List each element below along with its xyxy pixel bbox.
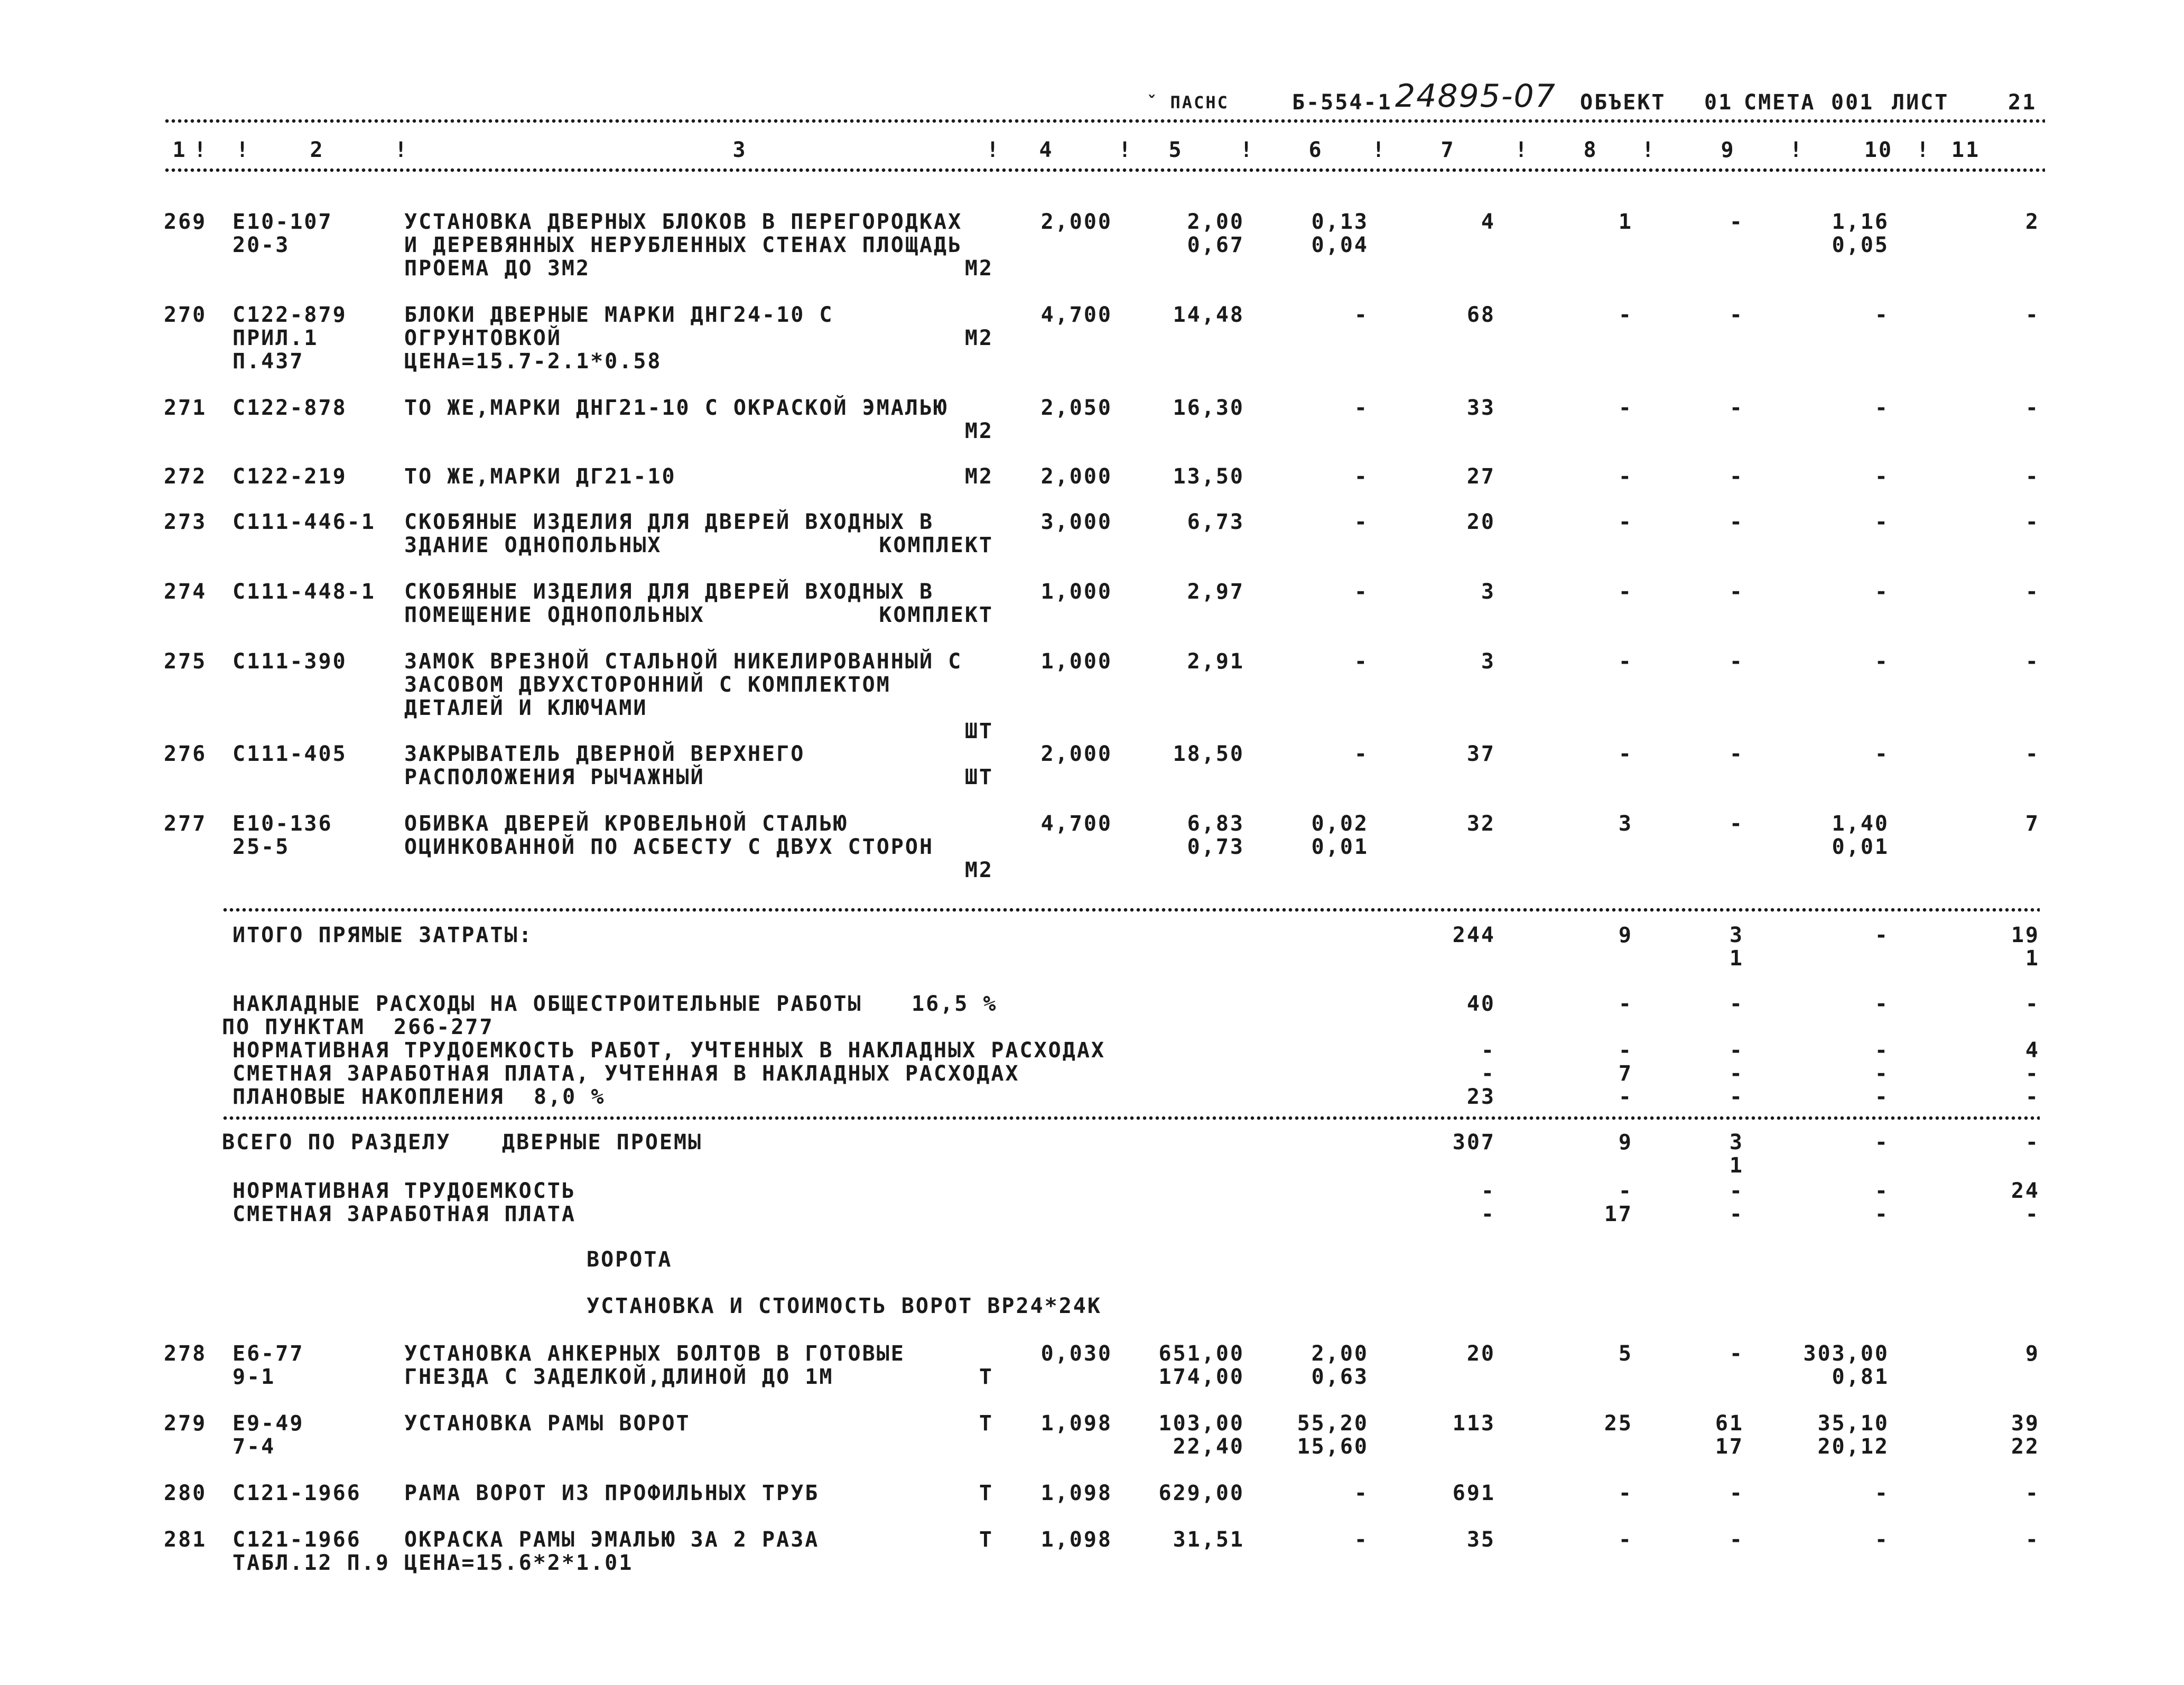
column-header-6: 6 (1308, 138, 1323, 162)
row-code: Е10-107 (233, 210, 333, 234)
row-unit: М2 (964, 326, 993, 350)
row-number: 281 (164, 1528, 207, 1552)
cell-col6: - (1354, 580, 1369, 604)
header-handwritten-number: 24895-07 (1395, 78, 1556, 115)
row-unit: Т (979, 1411, 993, 1436)
cell-col6: - (1354, 742, 1369, 766)
cell-col7: 33 (1466, 396, 1495, 420)
section-subtitle: УСТАНОВКА И СТОИМОСТЬ ВОРОТ ВР24*24К (587, 1294, 1102, 1318)
row-description: ЦЕНА=15.7-2.1*0.58 (404, 349, 662, 374)
norm-labor-overhead-col10: - (1874, 1038, 1889, 1063)
section-total-col8: 9 (1618, 1130, 1633, 1155)
cell-col11: 39 (2011, 1411, 2040, 1436)
cell-col4: 1,000 (1040, 580, 1112, 604)
row-unit: ШТ (964, 765, 993, 789)
row-description: ПРОЕМА ДО 3М2 (404, 256, 591, 281)
row-number: 273 (164, 510, 207, 534)
header-object-number: 01 (1704, 90, 1733, 115)
row-description: СКОБЯНЫЕ ИЗДЕЛИЯ ДЛЯ ДВЕРЕЙ ВХОДНЫХ В (404, 580, 934, 604)
row-number: 271 (164, 396, 207, 420)
row-code: С111-405 (233, 742, 347, 766)
row-description: СКОБЯНЫЕ ИЗДЕЛИЯ ДЛЯ ДВЕРЕЙ ВХОДНЫХ В (404, 510, 934, 534)
section-total-col7: 307 (1452, 1130, 1495, 1155)
direct-costs-col9: 3 (1729, 923, 1744, 947)
cell-col10: - (1874, 742, 1889, 766)
row-unit: Т (979, 1365, 993, 1389)
overhead-col8: - (1618, 992, 1633, 1016)
planned-savings-col8: - (1618, 1085, 1633, 1109)
section-total-label: ВСЕГО ПО РАЗДЕЛУ (222, 1130, 451, 1155)
row-code: 20-3 (233, 233, 290, 257)
section-total-col9: 3 (1729, 1130, 1744, 1155)
cell-col4: 1,098 (1040, 1411, 1112, 1436)
cell-col5: 6,83 (1187, 812, 1244, 836)
section-title: ВОРОТА (587, 1248, 673, 1272)
cell-col8: - (1618, 580, 1633, 604)
cell-col8: - (1618, 396, 1633, 420)
cell-col7: 4 (1481, 210, 1495, 234)
row-unit: КОМПЛЕКТ (879, 603, 993, 627)
planned-savings-col9: - (1729, 1085, 1744, 1109)
cell-col9: - (1729, 210, 1744, 234)
cell-col9: - (1729, 812, 1744, 836)
cell-col10: 303,00 (1803, 1342, 1889, 1366)
overhead-col11: - (2025, 992, 2040, 1016)
cell-col9: - (1729, 1481, 1744, 1505)
separator-line (164, 168, 2045, 172)
wage-col8: 17 (1604, 1202, 1633, 1226)
row-description: ОКРАСКА РАМЫ ЭМАЛЬЮ ЗА 2 РАЗА (404, 1528, 820, 1552)
wage-overhead-col9: - (1729, 1062, 1744, 1086)
cell-col7: 20 (1466, 1342, 1495, 1366)
row-unit: М2 (964, 464, 993, 489)
cell-col10: - (1874, 303, 1889, 327)
overhead-col7: 40 (1466, 992, 1495, 1016)
row-description: ЗДАНИЕ ОДНОПОЛЬНЫХ (404, 533, 662, 557)
row-description: ОГРУНТОВКОЙ (404, 326, 562, 350)
column-header-3: 3 (732, 138, 747, 162)
norm-labor-col8: - (1618, 1179, 1633, 1203)
row-note: ТАБЛ.12 П.9 ЦЕНА=15.6*2*1.01 (233, 1551, 634, 1575)
row-description: ЗАКРЫВАТЕЛЬ ДВЕРНОЙ ВЕРХНЕГО (404, 742, 805, 766)
cell-col5: 629,00 (1158, 1481, 1244, 1505)
cell-col5: 31,51 (1173, 1528, 1244, 1552)
cell-col6: 0,13 (1311, 210, 1369, 234)
column-divider: ! (394, 138, 409, 162)
separator-line (222, 908, 2040, 912)
row-description: УСТАНОВКА ДВЕРНЫХ БЛОКОВ В ПЕРЕГОРОДКАХ (404, 210, 963, 234)
row-description: И ДЕРЕВЯННЫХ НЕРУБЛЕННЫХ СТЕНАХ ПЛОЩАДЬ (404, 233, 963, 257)
wage-overhead-col7: - (1481, 1062, 1495, 1086)
cell-col4: 1,000 (1040, 649, 1112, 674)
column-divider: ! (1514, 138, 1529, 162)
direct-costs-col11: 1 (2025, 946, 2040, 971)
cell-col10: - (1874, 1481, 1889, 1505)
cell-col9: - (1729, 396, 1744, 420)
cell-col8: - (1618, 464, 1633, 489)
row-number: 277 (164, 812, 207, 836)
planned-savings-col7: 23 (1466, 1085, 1495, 1109)
section-total-col9: 1 (1729, 1153, 1744, 1178)
cell-col4: 2,050 (1040, 396, 1112, 420)
cell-col11: 9 (2025, 1342, 2040, 1366)
direct-costs-col8: 9 (1618, 923, 1633, 947)
direct-costs-col7: 244 (1452, 923, 1495, 947)
cell-col9: - (1729, 742, 1744, 766)
wage-overhead-col8: 7 (1618, 1062, 1633, 1086)
row-description: РАМА ВОРОТ ИЗ ПРОФИЛЬНЫХ ТРУБ (404, 1481, 820, 1505)
cell-col10: 35,10 (1817, 1411, 1889, 1436)
wage-overhead-label: СМЕТНАЯ ЗАРАБОТНАЯ ПЛАТА, УЧТЕННАЯ В НАКЛАДНЫХ РАСХОДАХ (233, 1062, 1020, 1086)
column-divider: ! (193, 138, 208, 162)
header-code: Б-554-1 (1292, 90, 1392, 115)
cell-col10: - (1874, 1528, 1889, 1552)
norm-labor-overhead-col11: 4 (2025, 1038, 2040, 1063)
cell-col10: - (1874, 510, 1889, 534)
row-number: 274 (164, 580, 207, 604)
cell-col6: 15,60 (1297, 1435, 1369, 1459)
row-unit: М2 (964, 256, 993, 281)
row-description: УСТАНОВКА АНКЕРНЫХ БОЛТОВ В ГОТОВЫЕ (404, 1342, 905, 1366)
cell-col11: - (2025, 510, 2040, 534)
cell-col10: 0,01 (1832, 835, 1889, 859)
row-code: С122-878 (233, 396, 347, 420)
column-header-8: 8 (1583, 138, 1598, 162)
cell-col6: 55,20 (1297, 1411, 1369, 1436)
row-unit: КОМПЛЕКТ (879, 533, 993, 557)
separator-line (222, 1116, 2040, 1120)
planned-savings-percent: 8,0 % (534, 1085, 606, 1109)
wage-col7: - (1481, 1202, 1495, 1226)
cell-col11: - (2025, 1528, 2040, 1552)
cell-col10: 0,81 (1832, 1365, 1889, 1389)
column-divider: ! (1118, 138, 1133, 162)
row-unit: Т (979, 1528, 993, 1552)
cell-col8: 25 (1604, 1411, 1633, 1436)
cell-col9: 61 (1715, 1411, 1744, 1436)
column-divider: ! (236, 138, 250, 162)
cell-col5: 16,30 (1173, 396, 1244, 420)
row-description: ЗАСОВОМ ДВУХСТОРОННИЙ С КОМПЛЕКТОМ (404, 673, 891, 697)
row-description: ТО ЖЕ,МАРКИ ДГ21-10 (404, 464, 676, 489)
cell-col8: - (1618, 510, 1633, 534)
row-description: ЗАМОК ВРЕЗНОЙ СТАЛЬНОЙ НИКЕЛИРОВАННЫЙ С (404, 649, 963, 674)
cell-col4: 1,098 (1040, 1481, 1112, 1505)
cell-col7: 27 (1466, 464, 1495, 489)
overhead-col9: - (1729, 992, 1744, 1016)
overhead-col10: - (1874, 992, 1889, 1016)
norm-labor-label: НОРМАТИВНАЯ ТРУДОЕМКОСТЬ (233, 1179, 576, 1203)
row-description: РАСПОЛОЖЕНИЯ РЫЧАЖНЫЙ (404, 765, 705, 789)
cell-col8: - (1618, 649, 1633, 674)
norm-labor-col7: - (1481, 1179, 1495, 1203)
cell-col11: 2 (2025, 210, 2040, 234)
row-code: С121-1966 (233, 1481, 361, 1505)
cell-col8: 3 (1618, 812, 1633, 836)
cell-col7: 3 (1481, 580, 1495, 604)
cell-col5: 22,40 (1173, 1435, 1244, 1459)
column-header-1: 1 (172, 138, 187, 162)
column-header-9: 9 (1721, 138, 1735, 162)
cell-col4: 4,700 (1040, 812, 1112, 836)
row-unit: М2 (964, 858, 993, 882)
column-header-10: 10 (1864, 138, 1893, 162)
cell-col4: 3,000 (1040, 510, 1112, 534)
cell-col4: 1,098 (1040, 1528, 1112, 1552)
cell-col6: - (1354, 649, 1369, 674)
row-code: С121-1966 (233, 1528, 361, 1552)
cell-col11: - (2025, 649, 2040, 674)
overhead-label: НАКЛАДНЫЕ РАСХОДЫ НА ОБЩЕСТРОИТЕЛЬНЫЕ РАБОТЫ (233, 992, 862, 1016)
column-header-5: 5 (1168, 138, 1183, 162)
row-code: Е10-136 (233, 812, 333, 836)
cell-col4: 2,000 (1040, 742, 1112, 766)
row-code: С111-390 (233, 649, 347, 674)
cell-col4: 0,030 (1040, 1342, 1112, 1366)
cell-col9: - (1729, 1342, 1744, 1366)
row-code: С122-219 (233, 464, 347, 489)
cell-col7: 20 (1466, 510, 1495, 534)
cell-col11: - (2025, 303, 2040, 327)
row-number: 276 (164, 742, 207, 766)
cell-col5: 651,00 (1158, 1342, 1244, 1366)
cell-col9: - (1729, 510, 1744, 534)
cell-col9: - (1729, 464, 1744, 489)
cell-col11: - (2025, 396, 2040, 420)
cell-col6: - (1354, 396, 1369, 420)
wage-col10: - (1874, 1202, 1889, 1226)
row-number: 280 (164, 1481, 207, 1505)
cell-col6: - (1354, 1528, 1369, 1552)
cell-col6: - (1354, 1481, 1369, 1505)
row-unit: М2 (964, 419, 993, 443)
planned-savings-col10: - (1874, 1085, 1889, 1109)
cell-col9: - (1729, 303, 1744, 327)
cell-col5: 103,00 (1158, 1411, 1244, 1436)
overhead-percent: 16,5 % (912, 992, 998, 1016)
cell-col7: 113 (1452, 1411, 1495, 1436)
cell-col10: 20,12 (1817, 1435, 1889, 1459)
direct-costs-col9: 1 (1729, 946, 1744, 971)
cell-col8: 1 (1618, 210, 1633, 234)
cell-col10: 1,40 (1832, 812, 1889, 836)
cell-col6: - (1354, 464, 1369, 489)
column-divider: ! (1372, 138, 1387, 162)
norm-labor-overhead-col7: - (1481, 1038, 1495, 1063)
row-description: ДЕТАЛЕЙ И КЛЮЧАМИ (404, 696, 648, 720)
row-code: С111-448-1 (233, 580, 376, 604)
row-code: 9-1 (233, 1365, 276, 1389)
row-description: ПОМЕЩЕНИЕ ОДНОПОЛЬНЫХ (404, 603, 705, 627)
cell-col4: 2,000 (1040, 464, 1112, 489)
header-estimate-number: 001 (1831, 90, 1874, 115)
cell-col7: 37 (1466, 742, 1495, 766)
cell-col7: 35 (1466, 1528, 1495, 1552)
cell-col5: 13,50 (1173, 464, 1244, 489)
wage-col11: - (2025, 1202, 2040, 1226)
cell-col9: 17 (1715, 1435, 1744, 1459)
overhead-items-range: ПО ПУНКТАМ 266-277 (222, 1015, 494, 1039)
norm-labor-col9: - (1729, 1179, 1744, 1203)
norm-labor-overhead-col8: - (1618, 1038, 1633, 1063)
planned-savings-col11: - (2025, 1085, 2040, 1109)
cell-col11: - (2025, 580, 2040, 604)
norm-labor-overhead-col9: - (1729, 1038, 1744, 1063)
cell-col5: 174,00 (1158, 1365, 1244, 1389)
cell-col5: 0,67 (1187, 233, 1244, 257)
cell-col10: - (1874, 464, 1889, 489)
cell-col8: - (1618, 1528, 1633, 1552)
cell-col8: - (1618, 1481, 1633, 1505)
norm-labor-col10: - (1874, 1179, 1889, 1203)
wage-overhead-col10: - (1874, 1062, 1889, 1086)
cell-col4: 4,700 (1040, 303, 1112, 327)
wage-col9: - (1729, 1202, 1744, 1226)
cell-col9: - (1729, 649, 1744, 674)
column-divider: ! (1641, 138, 1656, 162)
row-unit: Т (979, 1481, 993, 1505)
header-object-label: ОБЪЕКТ (1580, 90, 1666, 115)
cell-col6: 2,00 (1311, 1342, 1369, 1366)
cell-col11: - (2025, 1481, 2040, 1505)
cell-col5: 2,97 (1187, 580, 1244, 604)
cell-col8: - (1618, 303, 1633, 327)
row-code: С122-879 (233, 303, 347, 327)
row-number: 279 (164, 1411, 207, 1436)
cell-col6: 0,02 (1311, 812, 1369, 836)
cell-col6: - (1354, 303, 1369, 327)
cell-col8: 5 (1618, 1342, 1633, 1366)
direct-costs-col10: - (1874, 923, 1889, 947)
header-sheet-number: 21 (2008, 90, 2037, 115)
row-code: Е9-49 (233, 1411, 304, 1436)
cell-col7: 68 (1466, 303, 1495, 327)
cell-col7: 3 (1481, 649, 1495, 674)
row-description: ОБИВКА ДВЕРЕЙ КРОВЕЛЬНОЙ СТАЛЬЮ (404, 812, 848, 836)
cell-col11: - (2025, 464, 2040, 489)
row-number: 269 (164, 210, 207, 234)
row-description: ТО ЖЕ,МАРКИ ДНГ21-10 С ОКРАСКОЙ ЭМАЛЬЮ (404, 396, 949, 420)
cell-col5: 2,91 (1187, 649, 1244, 674)
cell-col10: - (1874, 649, 1889, 674)
cell-col11: - (2025, 742, 2040, 766)
cell-col9: - (1729, 1528, 1744, 1552)
cell-col6: 0,01 (1311, 835, 1369, 859)
column-divider: ! (1916, 138, 1931, 162)
section-total-name: ДВЕРНЫЕ ПРОЕМЫ (502, 1130, 703, 1155)
column-header-4: 4 (1039, 138, 1054, 162)
cell-col7: 32 (1466, 812, 1495, 836)
cell-col7: 691 (1452, 1481, 1495, 1505)
norm-labor-col11: 24 (2011, 1179, 2040, 1203)
cell-col10: 1,16 (1832, 210, 1889, 234)
cell-col8: - (1618, 742, 1633, 766)
cell-col10: - (1874, 396, 1889, 420)
direct-costs-col11: 19 (2011, 923, 2040, 947)
column-header-7: 7 (1440, 138, 1455, 162)
header-faded-text: ˇ ПАСНС (1147, 92, 1229, 113)
row-code: ПРИЛ.1 (233, 326, 319, 350)
cell-col10: 0,05 (1832, 233, 1889, 257)
direct-costs-label: ИТОГО ПРЯМЫЕ ЗАТРАТЫ: (233, 923, 533, 947)
cell-col4: 2,000 (1040, 210, 1112, 234)
row-description: УСТАНОВКА РАМЫ ВОРОТ (404, 1411, 691, 1436)
norm-labor-overhead-label: НОРМАТИВНАЯ ТРУДОЕМКОСТЬ РАБОТ, УЧТЕННЫХ В НАКЛАДНЫХ РАСХОДАХ (233, 1038, 1106, 1063)
wage-label: СМЕТНАЯ ЗАРАБОТНАЯ ПЛАТА (233, 1202, 576, 1226)
row-description: ОЦИНКОВАННОЙ ПО АСБЕСТУ С ДВУХ СТОРОН (404, 835, 934, 859)
cell-col6: 0,04 (1311, 233, 1369, 257)
cell-col5: 6,73 (1187, 510, 1244, 534)
separator-line (164, 119, 2045, 123)
row-number: 272 (164, 464, 207, 489)
row-description: ГНЕЗДА С ЗАДЕЛКОЙ,ДЛИНОЙ ДО 1М (404, 1365, 834, 1389)
cell-col5: 14,48 (1173, 303, 1244, 327)
wage-overhead-col11: - (2025, 1062, 2040, 1086)
header-estimate-label: СМЕТА (1744, 90, 1816, 115)
cell-col5: 18,50 (1173, 742, 1244, 766)
cell-col11: 22 (2011, 1435, 2040, 1459)
row-number: 275 (164, 649, 207, 674)
planned-savings-label: ПЛАНОВЫЕ НАКОПЛЕНИЯ (233, 1085, 505, 1109)
row-description: БЛОКИ ДВЕРНЫЕ МАРКИ ДНГ24-10 С (404, 303, 834, 327)
cell-col10: - (1874, 580, 1889, 604)
column-divider: ! (986, 138, 1001, 162)
row-code: 7-4 (233, 1435, 276, 1459)
row-number: 278 (164, 1342, 207, 1366)
header-sheet-label: ЛИСТ (1892, 90, 1949, 115)
column-divider: ! (1789, 138, 1804, 162)
cell-col6: - (1354, 510, 1369, 534)
cell-col11: 7 (2025, 812, 2040, 836)
row-unit: ШТ (964, 719, 993, 743)
column-divider: ! (1240, 138, 1254, 162)
column-header-2: 2 (310, 138, 324, 162)
cell-col6: 0,63 (1311, 1365, 1369, 1389)
row-number: 270 (164, 303, 207, 327)
column-header-11: 11 (1951, 138, 1981, 162)
cell-col9: - (1729, 580, 1744, 604)
section-total-col11: - (2025, 1130, 2040, 1155)
cell-col5: 0,73 (1187, 835, 1244, 859)
row-code: П.437 (233, 349, 304, 374)
cell-col5: 2,00 (1187, 210, 1244, 234)
row-code: С111-446-1 (233, 510, 376, 534)
row-code: Е6-77 (233, 1342, 304, 1366)
row-code: 25-5 (233, 835, 290, 859)
section-total-col10: - (1874, 1130, 1889, 1155)
